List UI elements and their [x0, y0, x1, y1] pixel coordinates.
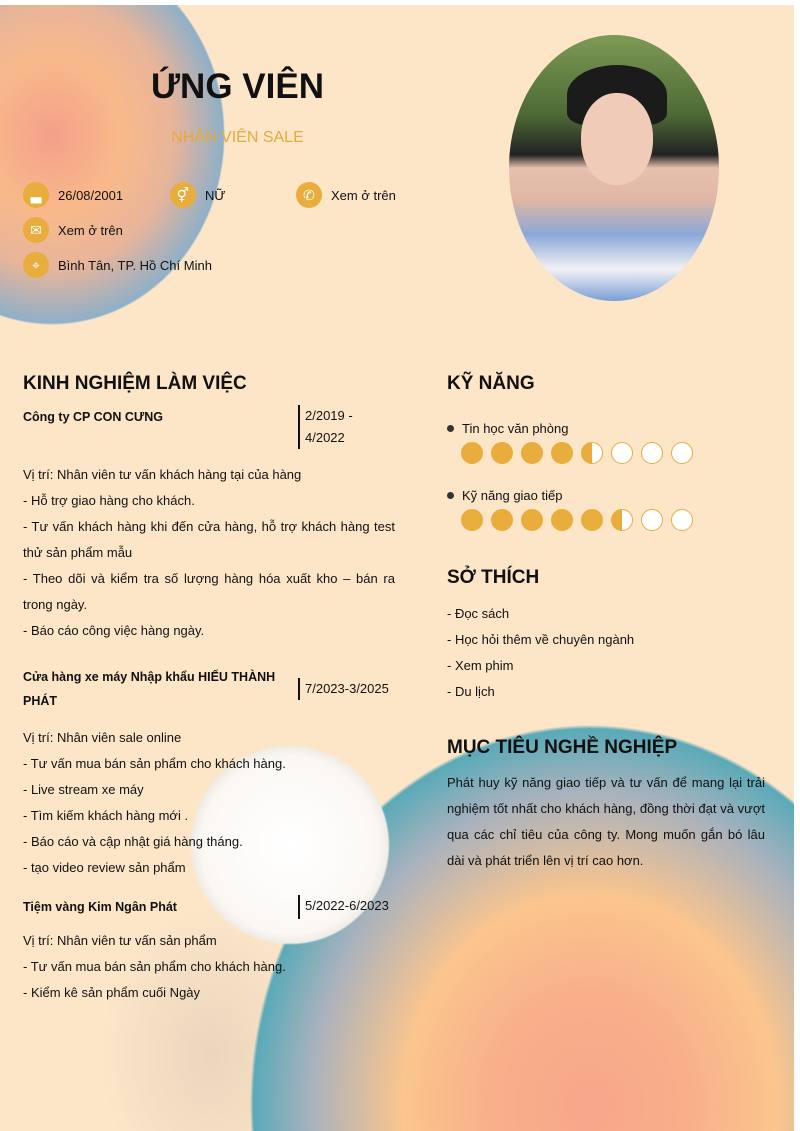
rating-dot [551, 509, 573, 531]
job-line: - Báo cáo công việc hàng ngày. [23, 623, 205, 638]
skills-title: KỸ NĂNG [447, 373, 535, 394]
job-company: Tiệm vàng Kim Ngân Phát [23, 900, 177, 914]
skill-item [447, 488, 693, 531]
job-1 [23, 405, 395, 644]
rating-dot [461, 509, 483, 531]
job-line: - tạo video review sản phẩm [23, 860, 186, 875]
cake-icon: ▃ [23, 182, 49, 208]
job-line: - Hỗ trợ giao hàng cho khách. [23, 493, 195, 508]
rating-dot [521, 509, 543, 531]
phone-icon: ✆ [296, 182, 322, 208]
rating-dot [671, 509, 693, 531]
hobbies-title: SỞ THÍCH [447, 567, 540, 588]
job-line: Vị trí: Nhân viên tư vấn sản phẩm [23, 933, 217, 948]
experience-title: KINH NGHIỆM LÀM VIỆC [23, 373, 247, 394]
address-text: Bình Tân, TP. Hồ Chí Minh [58, 257, 212, 273]
map-pin-icon: ⌖ [23, 252, 49, 278]
hobbies-list [447, 601, 634, 705]
info-birthday [23, 182, 123, 208]
info-gender [170, 182, 226, 208]
rating-dot [461, 442, 483, 464]
hobby-item: - Đọc sách [447, 606, 510, 621]
job-date: 2/2019 - 4/2022 [298, 405, 395, 449]
job-line: - Tìm kiếm khách hàng mới . [23, 808, 189, 823]
info-phone [296, 182, 396, 208]
job-company: Công ty CP CON CƯNG [23, 410, 164, 424]
rating-dot [671, 442, 693, 464]
job-line: Vị trí: Nhân viên tư vấn khách hàng tại của hàng [23, 467, 302, 482]
job-line: - Báo cáo và cập nhật giá hàng tháng. [23, 834, 243, 849]
info-email [23, 217, 123, 243]
mail-icon: ✉ [23, 217, 49, 243]
job-date: 7/2023-3/2025 [298, 678, 395, 700]
skill-item [447, 421, 693, 464]
skill-rating [461, 509, 693, 531]
job-line: - Tư vấn khách hàng khi đến cửa hàng, hỗ trợ khách hàng test thử sản phẩm mẫu [23, 519, 395, 560]
rating-dot [611, 509, 633, 531]
candidate-position: NHÂN VIÊN SALE [171, 129, 304, 146]
rating-dot [521, 442, 543, 464]
rating-dot [641, 509, 663, 531]
rating-dot [641, 442, 663, 464]
skill-name: Tin học văn phòng [447, 421, 693, 436]
hobby-item: - Xem phim [447, 658, 514, 673]
hobby-item: - Học hỏi thêm về chuyên ngành [447, 632, 635, 647]
job-line: - Kiểm kê sản phẩm cuối Ngày [23, 985, 201, 1000]
gender-text: NỮ [205, 187, 226, 203]
objective-text: Phát huy kỹ năng giao tiếp và tư vấn để mang lại trải nghiệm tốt nhất cho khách hàng, đồng thời đạt và vượt qua các chỉ tiêu của công ty. Mong muốn gắn bó lâu dài và phát triển lên vị trí cao hơn. [447, 775, 765, 868]
skill-rating [461, 442, 693, 464]
rating-dot [551, 442, 573, 464]
objective-title: MỤC TIÊU NGHỀ NGHIỆP [447, 737, 678, 758]
avatar-photo [509, 35, 719, 301]
job-date: 5/2022-6/2023 [298, 895, 395, 919]
rating-dot [581, 442, 603, 464]
info-address [23, 252, 212, 278]
birthday-text: 26/08/2001 [58, 187, 124, 203]
skill-name: Kỹ năng giao tiếp [447, 488, 693, 503]
job-3 [23, 895, 395, 1006]
job-line: Vị trí: Nhân viên sale online [23, 730, 182, 745]
job-line: - Live stream xe máy [23, 782, 144, 797]
phone-text: Xem ở trên [331, 187, 396, 203]
gender-icon: ⚥ [170, 182, 196, 208]
rating-dot [581, 509, 603, 531]
email-text: Xem ở trên [58, 222, 123, 238]
job-line: - Tư vấn mua bán sản phẩm cho khách hàng. [23, 756, 286, 771]
job-company: Cửa hàng xe máy Nhập khẩu HIẾU THÀNH PHÁT [23, 670, 276, 708]
job-line: - Theo dõi và kiểm tra số lượng hàng hóa xuất kho – bán ra trong ngày. [23, 571, 395, 612]
candidate-name: ỨNG VIÊN [151, 67, 324, 106]
cv-page [0, 5, 794, 1131]
job-2 [23, 665, 395, 881]
job-line: - Tư vấn mua bán sản phẩm cho khách hàng. [23, 959, 286, 974]
rating-dot [611, 442, 633, 464]
rating-dot [491, 509, 513, 531]
hobby-item: - Du lịch [447, 684, 495, 699]
rating-dot [491, 442, 513, 464]
